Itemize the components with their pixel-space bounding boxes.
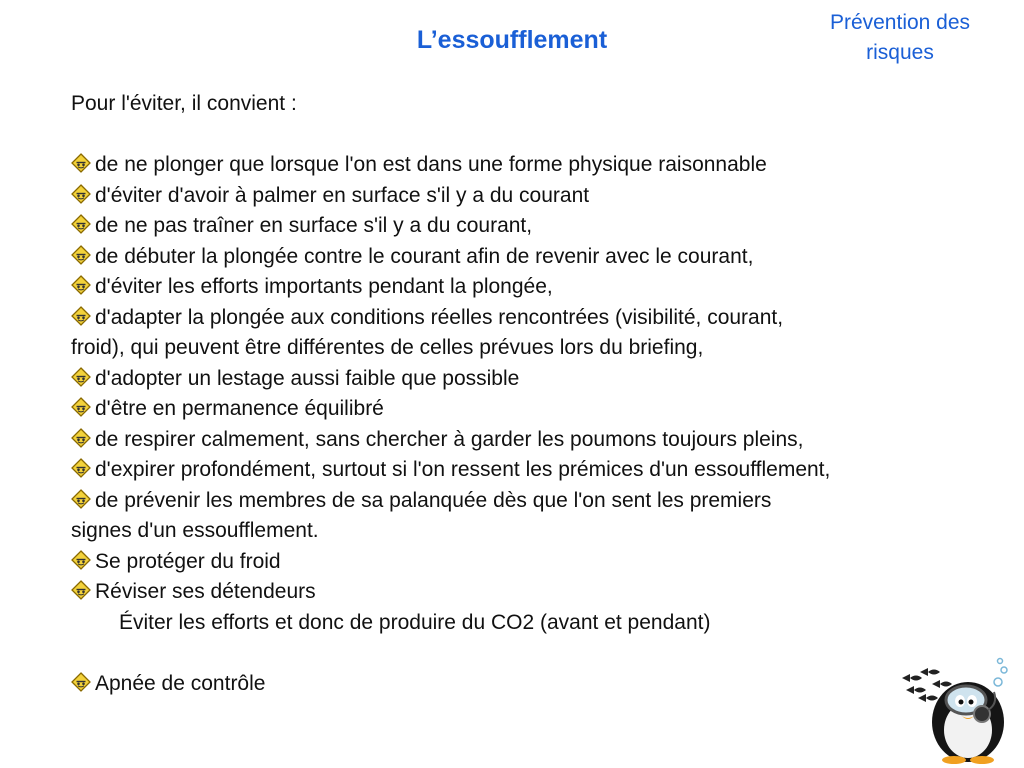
list-item — [71, 181, 1016, 212]
diver-warning-icon — [71, 306, 91, 326]
corner-section-label — [800, 8, 1000, 68]
list-item-text: Se protéger du froid — [95, 549, 281, 573]
intro-text: Pour l'éviter, il convient : — [71, 92, 297, 115]
diver-warning-icon — [71, 245, 91, 265]
diver-warning-icon — [71, 184, 91, 204]
list-item-text: de ne plonger que lorsque l'on est dans une forme physique raisonnable — [95, 153, 767, 176]
list-item — [71, 577, 1016, 608]
diver-warning-icon — [71, 580, 91, 600]
diver-warning-icon — [71, 672, 91, 692]
list-item-text: de respirer calmement, sans chercher à garder les poumons toujours pleins, — [95, 427, 804, 451]
list-item-text: Réviser ses détendeurs — [95, 580, 316, 603]
diver-warning-icon — [71, 275, 91, 295]
list-item-text: de ne pas traîner en surface s'il y a du courant, — [95, 214, 533, 237]
list-item-text: de prévenir les membres de sa palanquée dès que l'on sent les premiers — [95, 488, 772, 512]
corner-label-line2: risques — [866, 41, 934, 64]
list-item-continuation: froid), qui peuvent être différentes de celles prévues lors du briefing, — [71, 336, 704, 359]
list-item — [71, 669, 1016, 700]
list-item-text: d'éviter les efforts importants pendant la plongée, — [95, 275, 553, 298]
list-item — [71, 242, 1016, 273]
diver-warning-icon — [71, 550, 91, 570]
diver-warning-icon — [71, 153, 91, 173]
diver-warning-icon — [71, 397, 91, 417]
list-item — [71, 211, 1016, 242]
diver-warning-icon — [71, 428, 91, 448]
list-item — [71, 303, 1016, 334]
list-item — [71, 455, 1016, 486]
list-item — [71, 272, 1016, 303]
spacer — [71, 120, 1016, 151]
sub-item-text: Éviter les efforts et donc de produire du CO2 (avant et pendant) — [119, 610, 711, 634]
list-item — [71, 150, 1016, 181]
spacer — [71, 638, 1016, 669]
diver-warning-icon — [71, 458, 91, 478]
list-item — [71, 425, 1016, 456]
slide-title: L’essoufflement — [416, 26, 608, 54]
list-item-text: Apnée de contrôle — [95, 671, 266, 695]
diver-warning-icon — [71, 214, 91, 234]
list-item — [71, 547, 1016, 578]
list-item-text: d'adopter un lestage aussi faible que possible — [95, 366, 520, 390]
list-item-text: d'adapter la plongée aux conditions réelles rencontrées (visibilité, courant, — [95, 305, 784, 329]
list-item — [71, 486, 1016, 517]
list-item-text: d'être en permanence équilibré — [95, 397, 384, 420]
list-item — [71, 394, 1016, 425]
list-item — [71, 364, 1016, 395]
list-item-text: d'expirer profondément, surtout si l'on ressent les prémices d'un essoufflement, — [95, 458, 831, 481]
diver-warning-icon — [71, 489, 91, 509]
corner-label-line1: Prévention des — [829, 11, 971, 34]
diving-penguin-icon — [896, 656, 1020, 764]
list-item-continuation: signes d'un essoufflement. — [71, 519, 319, 542]
list-item-text: d'éviter d'avoir à palmer en surface s'il y a du courant — [95, 183, 590, 207]
diver-warning-icon — [71, 367, 91, 387]
slide-content — [71, 89, 1016, 699]
list-item-text: de débuter la plongée contre le courant afin de revenir avec le courant, — [95, 244, 754, 268]
